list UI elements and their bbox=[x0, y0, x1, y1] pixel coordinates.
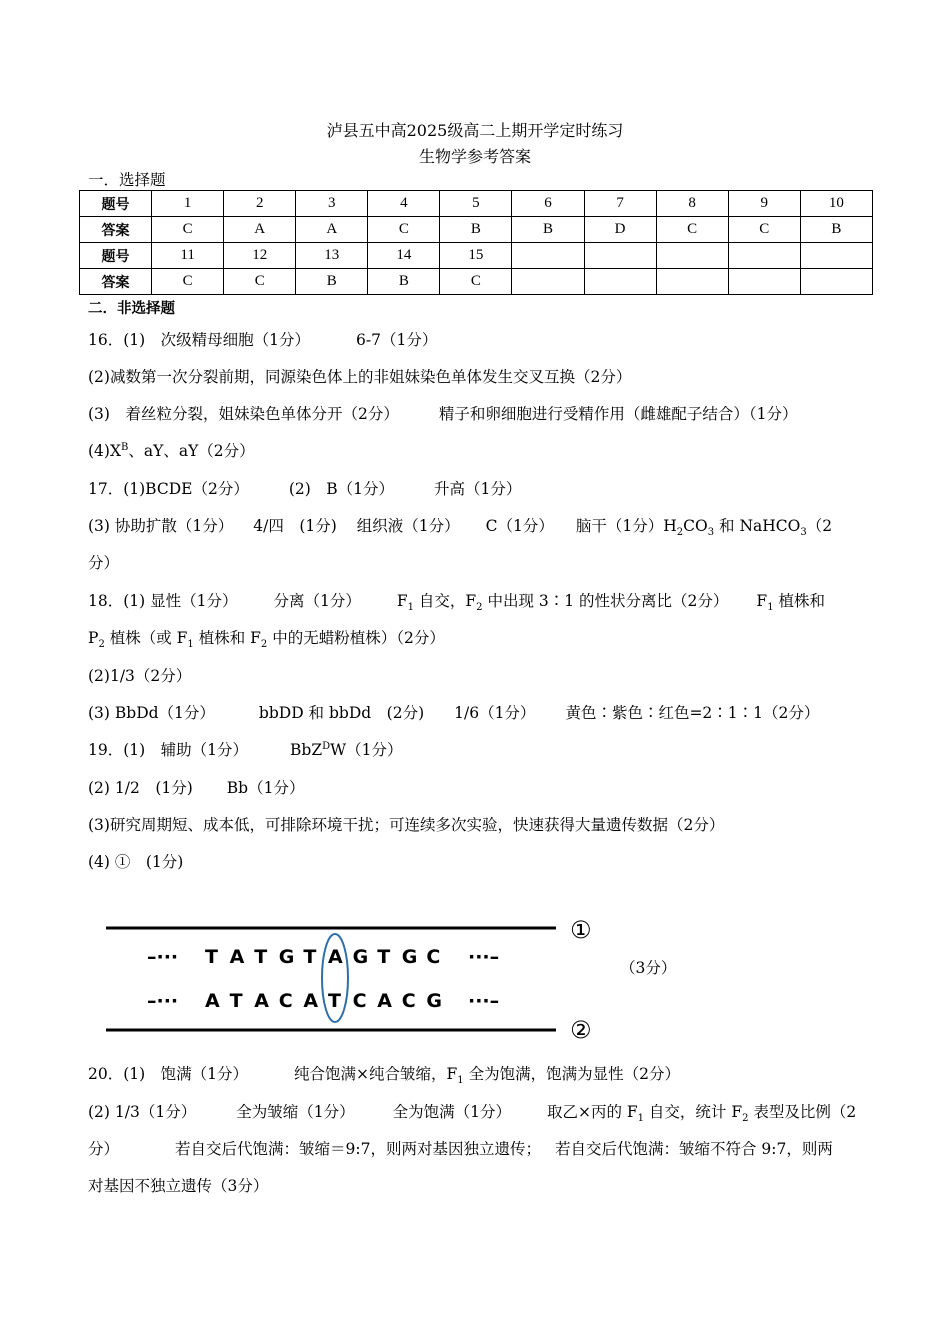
q16-line-4 bbox=[88, 439, 255, 461]
question-cell: 3 bbox=[296, 191, 368, 217]
q17-sub: 3 bbox=[800, 527, 807, 539]
nucleotide: G bbox=[401, 946, 418, 968]
q20-line-3 bbox=[88, 1137, 833, 1159]
q16-part4-sup: B bbox=[121, 441, 129, 453]
strand2-suffix: ···– bbox=[468, 990, 500, 1012]
answer-cell: C bbox=[152, 269, 224, 295]
q18-part2-post: 中的无蜡粉植株）（2分） bbox=[267, 629, 445, 647]
nucleotide: C bbox=[401, 990, 416, 1012]
question-cell: 5 bbox=[440, 191, 512, 217]
strand2-prefix: –··· bbox=[147, 990, 179, 1012]
question-cell: 10 bbox=[800, 191, 872, 217]
nucleotide: T bbox=[229, 990, 243, 1012]
q17-part2e-post: 和 NaHCO bbox=[714, 517, 801, 535]
q18-line-3: (2)1/3（2分） bbox=[88, 667, 192, 685]
question-cell: 2 bbox=[224, 191, 296, 217]
q20-part2d-mid: 自交，统计 F bbox=[644, 1103, 743, 1121]
answer-cell: B bbox=[296, 269, 368, 295]
q19-line-1 bbox=[88, 738, 402, 760]
question-cell: 7 bbox=[584, 191, 656, 217]
strand1-prefix: –··· bbox=[147, 946, 179, 968]
q18-part1a: 18．(1) 显性（1分） bbox=[88, 592, 238, 610]
nucleotide: A bbox=[229, 946, 245, 968]
q20-sub: 2 bbox=[742, 1113, 749, 1125]
q20-part3b: 若自交后代饱满：皱缩＝9:7，则两对基因独立遗传； bbox=[175, 1140, 541, 1158]
nucleotide: C bbox=[426, 946, 441, 968]
q18-sub: 2 bbox=[98, 639, 105, 651]
q20-sub: 1 bbox=[457, 1075, 464, 1087]
q18-part4d: 黄色∶紫色∶红色=2∶1∶1（2分） bbox=[565, 704, 820, 722]
q19-line-4: (4) ① (1分) bbox=[88, 853, 184, 871]
q16-part3b: 精子和卵细胞进行受精作用（雌雄配子结合）（1分） bbox=[438, 405, 798, 423]
q20-part2d: 取乙×丙的 F bbox=[546, 1103, 638, 1121]
q17-part2e: 脑干（1分）H bbox=[575, 517, 677, 535]
q16-line-2: (2)减数第一次分裂前期，同源染色体上的非姐妹染色单体发生交叉互换（2分） bbox=[88, 368, 632, 386]
q20-part2a: (2) 1/3（1分） bbox=[88, 1103, 197, 1121]
question-cell: 4 bbox=[368, 191, 440, 217]
question-cell: 8 bbox=[656, 191, 728, 217]
q18-line-1 bbox=[88, 589, 825, 613]
q18-part4a: (3) BbDd（1分） bbox=[88, 704, 215, 722]
q18-part4c: 1/6（1分） bbox=[454, 704, 536, 722]
answer-cell bbox=[800, 269, 872, 295]
q20-part1b: 纯合饱满×纯合皱缩，F bbox=[294, 1065, 458, 1083]
dna-strand-diagram bbox=[100, 912, 620, 1040]
answer-cell: C bbox=[656, 217, 728, 243]
q17-part1c: 升高（1分） bbox=[434, 480, 522, 498]
question-cell bbox=[728, 243, 800, 269]
nucleotide: C bbox=[352, 990, 367, 1012]
q17-sub: 3 bbox=[707, 527, 715, 539]
nucleotide: G bbox=[352, 946, 369, 968]
table-row-answers-2 bbox=[80, 269, 873, 295]
q18-part1c: F bbox=[396, 592, 408, 610]
answer-cell: D bbox=[584, 217, 656, 243]
row-label-answer: 答案 bbox=[80, 217, 152, 243]
answer-cell: C bbox=[728, 217, 800, 243]
question-cell bbox=[584, 243, 656, 269]
q16-part1b: 6-7（1分） bbox=[356, 331, 438, 349]
q20-sub: 1 bbox=[637, 1113, 644, 1125]
q18-part2-mid: 植株（或 F bbox=[104, 629, 188, 647]
q17-sub: 2 bbox=[676, 527, 684, 539]
nucleotide: G bbox=[426, 990, 443, 1012]
q19-part2a: (2) 1/2 (1分) bbox=[88, 779, 193, 797]
q18-sub: 2 bbox=[260, 639, 268, 651]
q20-line-4: 对基因不独立遗传（3分） bbox=[88, 1177, 269, 1195]
q16-part1: 16．(1) 次级精母细胞（1分） bbox=[88, 331, 311, 349]
q18-part1d-post: 植株和 bbox=[773, 592, 825, 610]
nucleotide: A bbox=[254, 990, 269, 1012]
answer-cell: B bbox=[440, 217, 512, 243]
question-cell: 6 bbox=[512, 191, 584, 217]
table-row-questions-1 bbox=[80, 191, 873, 217]
nucleotide: T bbox=[328, 990, 341, 1012]
q19-sup: D bbox=[322, 740, 331, 752]
answer-table bbox=[79, 190, 873, 295]
question-cell: 13 bbox=[296, 243, 368, 269]
page-subtitle: 生物学参考答案 bbox=[418, 147, 531, 166]
q17-part2e-end: （2 bbox=[806, 517, 833, 535]
nucleotide: T bbox=[377, 946, 391, 968]
q18-part1b: 分离（1分） bbox=[273, 592, 361, 610]
q18-part1c-mid: 自交，F bbox=[413, 592, 477, 610]
q19-part1a: 19．(1) 辅助（1分） bbox=[88, 741, 249, 759]
q17-part2a: (3) 协助扩散（1分） bbox=[88, 517, 234, 535]
q18-sub: 1 bbox=[767, 602, 774, 614]
question-cell: 12 bbox=[224, 243, 296, 269]
q19-part2b: Bb（1分） bbox=[226, 779, 305, 797]
question-cell bbox=[800, 243, 872, 269]
q19-line-3: (3)研究周期短、成本低，可排除环境干扰；可连续多次实验，快速获得大量遗传数据（2分） bbox=[88, 816, 725, 834]
q19-part1b: BbZ bbox=[290, 741, 323, 759]
q20-line-2 bbox=[88, 1100, 856, 1124]
answer-cell: B bbox=[512, 217, 584, 243]
section-heading-nonchoice: 二．非选择题 bbox=[88, 301, 175, 317]
dna-score: （3分） bbox=[620, 959, 677, 977]
q18-line-2 bbox=[88, 626, 445, 650]
nucleotide: T bbox=[254, 946, 268, 968]
strand-label-2: ② bbox=[570, 1016, 592, 1040]
q20-part3a: 分） bbox=[88, 1140, 120, 1158]
row-label-question: 题号 bbox=[80, 243, 152, 269]
answer-cell bbox=[728, 269, 800, 295]
nucleotide: C bbox=[278, 990, 293, 1012]
q17-line-3: 分） bbox=[88, 554, 120, 572]
q17-part1a: 17．(1)BCDE（2分） bbox=[88, 480, 249, 498]
table-row-answers-1 bbox=[80, 217, 873, 243]
answer-cell: C bbox=[440, 269, 512, 295]
row-label-question: 题号 bbox=[80, 191, 152, 217]
answer-cell: A bbox=[296, 217, 368, 243]
answer-cell bbox=[584, 269, 656, 295]
q16-line-1 bbox=[88, 328, 437, 350]
q16-part4-post: 、aY、aY（2分） bbox=[128, 442, 255, 460]
q17-part2e-mid: CO bbox=[683, 517, 708, 535]
page-title: 泸县五中高2025级高二上期开学定时练习 bbox=[326, 121, 624, 140]
q18-sub: 1 bbox=[187, 639, 194, 651]
q17-part2b: 4/四 (1分) bbox=[253, 517, 337, 535]
q20-part3c: 若自交后代饱满：皱缩不符合 9:7，则两 bbox=[554, 1140, 833, 1158]
q20-part2b: 全为皱缩（1分） bbox=[236, 1103, 355, 1121]
q18-sub: 2 bbox=[476, 602, 483, 614]
section-heading-choice: 一．选择题 bbox=[88, 171, 166, 189]
q18-part1d: F bbox=[756, 592, 768, 610]
question-cell: 15 bbox=[440, 243, 512, 269]
q17-part2c: 组织液（1分） bbox=[356, 517, 460, 535]
q20-part1a: 20．(1) 饱满（1分） bbox=[88, 1065, 249, 1083]
answer-cell bbox=[512, 269, 584, 295]
answer-cell: C bbox=[152, 217, 224, 243]
q16-part4-pre: (4)X bbox=[88, 442, 121, 460]
answer-cell: C bbox=[368, 217, 440, 243]
q18-part2-mid2: 植株和 F bbox=[193, 629, 261, 647]
nucleotide: A bbox=[377, 990, 392, 1012]
q20-line-1 bbox=[88, 1062, 680, 1086]
answer-cell bbox=[656, 269, 728, 295]
q17-part1b: (2) B（1分） bbox=[288, 480, 395, 498]
table-row-questions-2 bbox=[80, 243, 873, 269]
nucleotide: A bbox=[205, 990, 220, 1012]
q16-part3a: (3) 着丝粒分裂，姐妹染色单体分开（2分） bbox=[88, 405, 399, 423]
row-label-answer: 答案 bbox=[80, 269, 152, 295]
strand1-suffix: ···– bbox=[468, 946, 500, 968]
strand-label-1: ① bbox=[570, 916, 592, 944]
q20-part2d-post: 表型及比例（2 bbox=[748, 1103, 857, 1121]
nucleotide: G bbox=[278, 946, 295, 968]
q19-part1b-post: W（1分） bbox=[330, 741, 403, 759]
q18-part1c-post: 中出现 3∶1 的性状分离比（2分） bbox=[482, 592, 729, 610]
question-cell bbox=[512, 243, 584, 269]
answer-cell: B bbox=[368, 269, 440, 295]
question-cell bbox=[656, 243, 728, 269]
q20-part1b-post: 全为饱满，饱满为显性（2分） bbox=[463, 1065, 680, 1083]
question-cell: 11 bbox=[152, 243, 224, 269]
nucleotide: A bbox=[328, 946, 343, 968]
q18-part4b: bbDD 和 bbDd (2分) bbox=[258, 704, 425, 722]
q17-line-1 bbox=[88, 477, 521, 499]
answer-cell: C bbox=[224, 269, 296, 295]
q18-line-4 bbox=[88, 701, 819, 723]
q17-part2d: C（1分） bbox=[485, 517, 554, 535]
q16-line-3 bbox=[88, 402, 797, 424]
question-cell: 14 bbox=[368, 243, 440, 269]
nucleotide: T bbox=[303, 946, 317, 968]
q18-sub: 1 bbox=[407, 602, 414, 614]
q17-line-2 bbox=[88, 514, 832, 538]
nucleotide: T bbox=[205, 946, 218, 968]
answer-cell: A bbox=[224, 217, 296, 243]
q19-line-2 bbox=[88, 776, 304, 798]
question-cell: 1 bbox=[152, 191, 224, 217]
nucleotide: A bbox=[303, 990, 319, 1012]
q18-part2: P bbox=[88, 629, 99, 647]
question-cell: 9 bbox=[728, 191, 800, 217]
answer-cell: B bbox=[800, 217, 872, 243]
q20-part2c: 全为饱满（1分） bbox=[392, 1103, 511, 1121]
